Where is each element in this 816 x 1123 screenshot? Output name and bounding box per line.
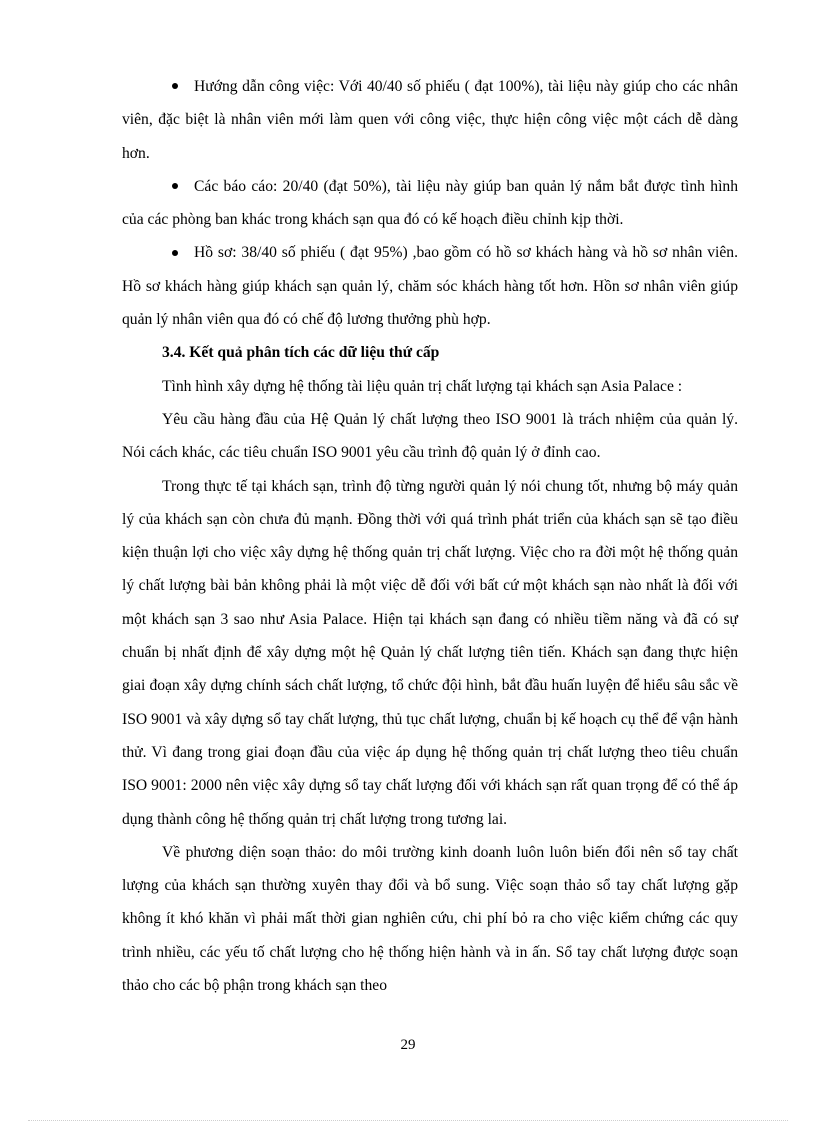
footer-divider (28, 1120, 788, 1121)
paragraph: Tình hình xây dựng hệ thống tài liệu quản trị chất lượng tại khách sạn Asia Palace : (162, 377, 683, 395)
bullet-text: Hướng dẫn công việc: Với 40/40 số phiếu ( đạt 100%), tài liệu này giúp cho các nhân viên, đặc biệt là nhân viên mới làm quen với công việc, thực hiện công việc một cách dễ dàng hơn. (122, 78, 738, 162)
bullet-text: Hồ sơ: 38/40 số phiếu ( đạt 95%) ,bao gồm có hồ sơ khách hàng và hồ sơ nhân viên. Hồ sơ khách hàng giúp khách sạn quản lý, chăm sóc khách hàng tốt hơn. Hồn sơ nhân viên giúp quản lý nhân viên qua đó có chế độ lương thưởng phù hợp. (122, 244, 738, 329)
bullet-icon (172, 183, 178, 189)
page-number: 29 (400, 1037, 416, 1053)
bullet-records (122, 236, 738, 336)
bullet-work-guide (122, 70, 738, 170)
bullet-icon (172, 250, 178, 256)
bullet-text: Các báo cáo: 20/40 (đạt 50%), tài liệu này giúp ban quản lý nắm bắt được tình hình của các phòng ban khác trong khách sạn qua đó có kế hoạch điều chỉnh kịp thời. (122, 177, 738, 229)
document-body (122, 70, 738, 1002)
bullet-icon (172, 83, 178, 89)
paragraph: Trong thực tế tại khách sạn, trình độ từng người quản lý nói chung tốt, nhưng bộ máy quản lý của khách sạn còn chưa đủ mạnh. Đồng thời với quá trình phát triển của khách sạn sẽ tạo điều kiện thuận lợi cho việc xây dựng hệ thống quản trị chất lượng. Việc cho ra đời một hệ thống quản lý chất lượng bài bản không phải là một việc dễ đối với bất cứ một khách sạn nào nhất là đối với một khách sạn 3 sao như Asia Palace. Hiện tại khách sạn đang có nhiều tiềm năng và đã có sự chuẩn bị nhất định để xây dựng một hệ Quản lý chất lượng tiên tiến. Khách sạn đang thực hiện giai đoạn xây dựng chính sách chất lượng, tổ chức đội hình, bắt đầu huấn luyện để hiểu sâu sắc về ISO 9001 và xây dựng sổ tay chất lượng, thủ tục chất lượng, chuẩn bị kế hoạch cụ thể để vận hành thử. Vì đang trong giai đoạn đầu của việc áp dụng hệ thống quản trị chất lượng theo tiêu chuẩn ISO 9001: 2000 nên việc xây dựng sổ tay chất lượng đối với khách sạn rất quan trọng để có thể áp dụng thành công hệ thống quản trị chất lượng trong tương lai. (122, 477, 738, 828)
bullet-reports (122, 170, 738, 237)
section-heading: 3.4. Kết quả phân tích các dữ liệu thứ cấp (162, 344, 440, 362)
paragraph: Yêu cầu hàng đầu của Hệ Quản lý chất lượng theo ISO 9001 là trách nhiệm của quản lý. Nói cách khác, các tiêu chuẩn ISO 9001 yêu cầu trình độ quản lý ở đỉnh cao. (122, 410, 738, 462)
paragraph: Về phương diện soạn thảo: do môi trường kinh doanh luôn luôn biến đổi nên sổ tay chất lượng của khách sạn thường xuyên thay đổi và bổ sung. Việc soạn thảo sổ tay chất lượng gặp không ít khó khăn vì phải mất thời gian nghiên cứu, chi phí bỏ ra cho việc kiểm chứng các quy trình nhiều, các yếu tố chất lượng cho hệ thống hiện hành và in ấn. Sổ tay chất lượng được soạn thảo cho các bộ phận trong khách sạn theo (122, 843, 738, 995)
